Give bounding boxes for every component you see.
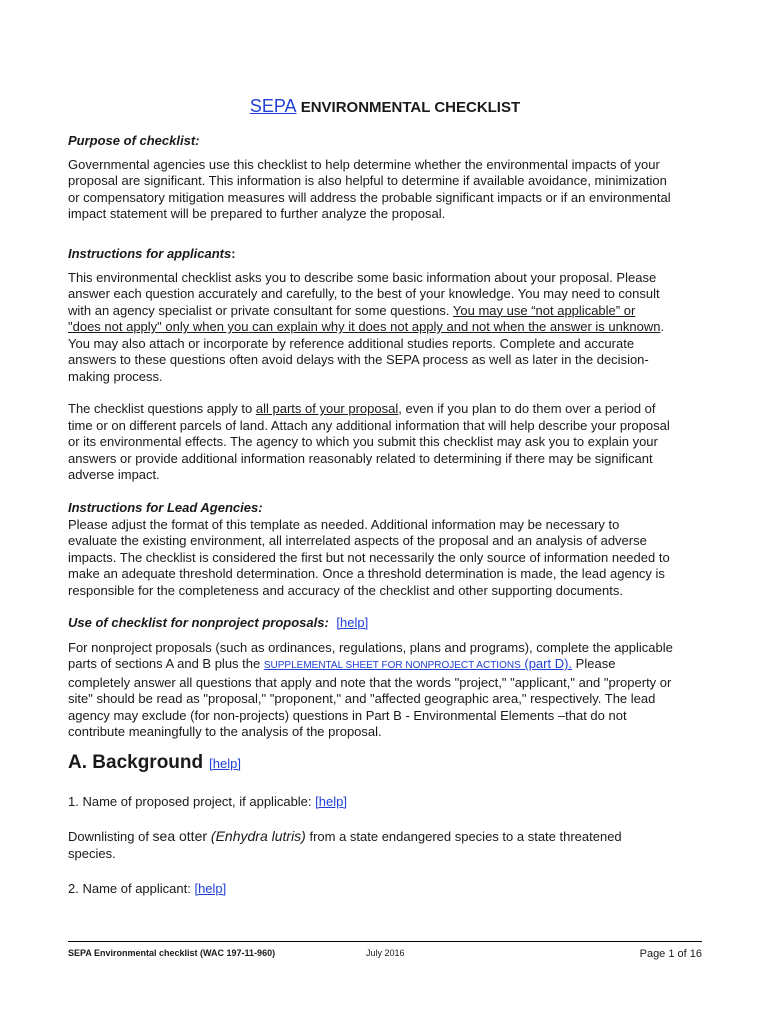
sepa-link[interactable]: SEPA <box>249 96 297 116</box>
text-line: time or on different parcels of land. Attach any additional information that will help describe your proposal <box>68 417 670 433</box>
footer-divider <box>68 941 702 942</box>
text-line: Governmental agencies use this checklist to help determine whether the environmental impacts of your <box>68 156 660 172</box>
text-line: For nonproject proposals (such as ordinances, regulations, plans and programs), complete the applicable <box>68 639 673 655</box>
background-help-link[interactable]: [help] <box>209 756 241 771</box>
text-line: answer each question accurately and carefully, to the best of your knowledge. You may need to consult <box>68 286 660 301</box>
question-2: 2. Name of applicant: [help] <box>68 881 227 896</box>
text-line: responsible for the completeness and accuracy of the checklist and other supporting documents. <box>68 582 623 598</box>
text-line: evaluate the existing environment, all interrelated aspects of the proposal and an analysis of adverse <box>68 533 647 548</box>
nonproject-heading-row <box>68 615 702 632</box>
lead-agencies-section <box>68 500 702 599</box>
answer-1[interactable]: Downlisting of sea otter (Enhydra lutris) from a state endangered species to a state threatened species. <box>68 828 622 861</box>
text-line: proposal are significant. This information is also helpful to determine if available avoidance, minimization <box>68 173 667 188</box>
text-line: or compensatory mitigation measures will address the probable significant impacts or if an environmental <box>68 189 671 205</box>
text-line: Please adjust the format of this template as needed. Additional information may be necessary to <box>68 516 620 532</box>
nonproject-section <box>68 615 702 741</box>
purpose-text <box>68 157 702 223</box>
q1-help-link[interactable]: [help] <box>315 794 347 809</box>
text-line: parts of sections A and B plus the SUPPLEMENTAL SHEET FOR NONPROJECT ACTIONS (part D). Please <box>68 656 616 671</box>
applicants-paragraph-1 <box>68 270 702 386</box>
purpose-section <box>68 133 702 223</box>
lead-agencies-heading: Instructions for Lead Agencies: <box>68 500 263 515</box>
text-line: site" should be read as "proposal," "proponent," and "affected geographic area," respectively. The lead <box>68 691 656 706</box>
text-line: impacts. The checklist is considered the first but not necessarily the only source of information needed to <box>68 549 670 565</box>
nonproject-text <box>68 640 702 741</box>
title-text: ENVIRONMENTAL CHECKLIST <box>296 99 521 116</box>
text-line: impact statement will be prepared to further analyze the proposal. <box>68 206 446 221</box>
question-1: 1. Name of proposed project, if applicable: [help] <box>68 794 347 809</box>
applicants-paragraph-2 <box>68 401 702 484</box>
text-line: completely answer all questions that apply and note that the words "project," "applicant," and "property or <box>68 674 672 690</box>
text-line: or its environmental effects. The agency to which you submit this checklist may ask you to explain your <box>68 434 658 449</box>
text-line: answers or provide additional information reasonably related to determining if there may be significant <box>68 450 653 466</box>
text-line: You may also attach or incorporate by reference additional studies reports. Complete and accurate <box>68 335 635 351</box>
text-line: answers to these questions often avoid delays with the SEPA process as well as later in the decision- <box>68 352 649 367</box>
nonproject-help-link[interactable]: [help] <box>336 615 369 630</box>
part-d-link[interactable]: (part D). <box>520 656 573 671</box>
text-line: The checklist questions apply to all parts of your proposal, even if you plan to do them over a period of <box>68 401 656 416</box>
text-line: making process. <box>68 368 163 384</box>
background-heading: A. Background [help] <box>68 752 241 773</box>
text-line: "does not apply" only when you can explain why it does not apply and not when the answer is unknown. <box>68 319 665 334</box>
text-line: adverse impact. <box>68 467 160 482</box>
applicants-section <box>68 246 702 484</box>
footer-date: July 2016 <box>366 948 405 958</box>
purpose-heading: Purpose of checklist: <box>68 133 200 148</box>
nonproject-heading: Use of checklist for nonproject proposals: <box>68 615 329 630</box>
text-line: This environmental checklist asks you to describe some basic information about your proposal. Please <box>68 269 657 285</box>
lead-agencies-text <box>68 517 702 600</box>
footer-doc-title: SEPA Environmental checklist (WAC 197-11-960) <box>68 948 276 958</box>
q2-help-link[interactable]: [help] <box>194 881 227 896</box>
text-line: contribute meaningfully to the analysis of the proposal. <box>68 724 382 739</box>
page-title <box>68 96 702 117</box>
applicants-heading: Instructions for applicants: <box>68 246 236 261</box>
text-line: with an agency specialist or private consultant for some questions. You may use “not applicable” or <box>68 302 636 318</box>
text-line: make an adequate threshold determination. Once a threshold determination is made, the lead agency is <box>68 566 665 581</box>
footer-page-number: Page 1 of 16 <box>639 948 702 960</box>
supplemental-sheet-link[interactable]: SUPPLEMENTAL SHEET FOR NONPROJECT ACTIONS <box>263 660 521 671</box>
text-line: agency may exclude (for non-projects) questions in Part B - Environmental Elements –that do not <box>68 707 627 723</box>
